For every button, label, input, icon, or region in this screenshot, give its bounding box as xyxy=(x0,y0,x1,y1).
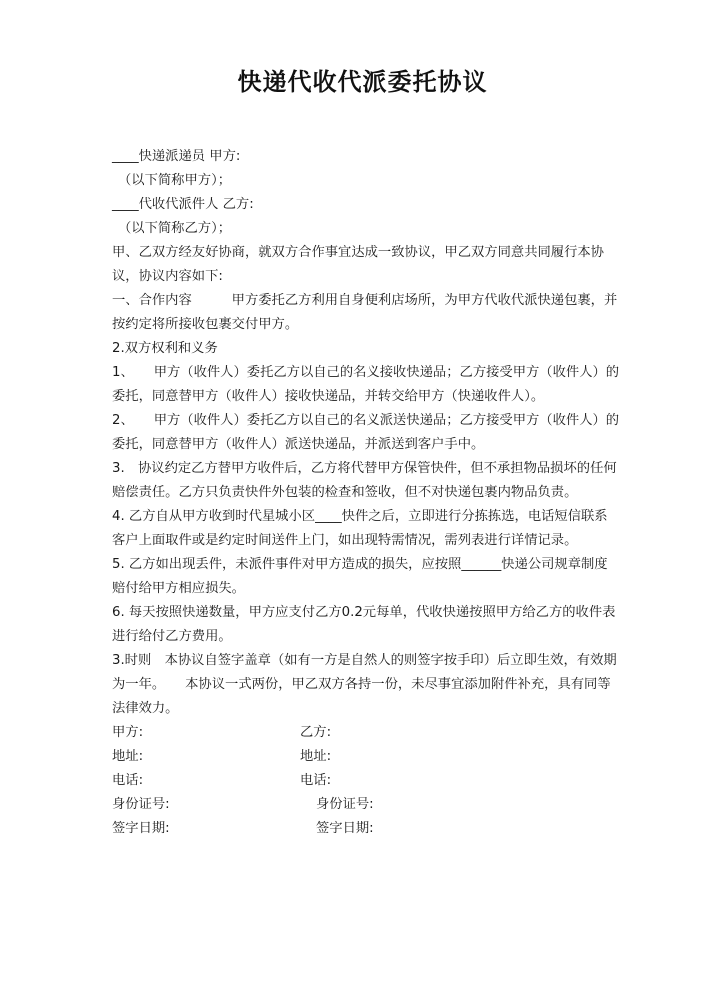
clause-1-paragraph: 1、 甲方（收件人）委托乙方以自己的名义接收快递品；乙方接受甲方（收件人）的委托，同意替甲方（收件人）接收快递品，并转交给甲方（快递收件人）。 xyxy=(112,365,620,404)
party-b-signature-label: 乙方: xyxy=(300,725,332,740)
party-b-id-label: 身份证号: xyxy=(316,797,374,812)
party-b-line: ____代收代派件人 乙方: xyxy=(112,197,254,212)
preamble-paragraph: 甲、乙双方经友好协商，就双方合作事宜达成一致协议，甲乙双方同意共同履行本协议，协议内容如下: xyxy=(112,245,604,284)
clause-4-paragraph: 4. 乙方自从甲方收到时代星城小区____快件之后，立即进行分拣拣选，电话短信联系客户上面取件或是约定时间送件上门，如出现特需情况，需列表进行详情记录。 xyxy=(112,509,608,548)
cooperation-content-paragraph: 一、合作内容 甲方委托乙方利用自身便利店场所，为甲方代收代派快递包裹，并按约定将所接收包裹交付甲方。 xyxy=(112,293,618,332)
party-a-line: ____快递派递员 甲方: xyxy=(112,149,241,164)
document-body xyxy=(112,145,620,841)
clause-6-paragraph: 6. 每天按照快递数量，甲方应支付乙方0.2元每单，代收快递按照甲方给乙方的收件表进行给付乙方费用。 xyxy=(112,605,616,644)
clause-5-paragraph: 5. 乙方如出现丢件，未派件事件对甲方造成的损失，应按照______快递公司规章制度赔付给甲方相应损失。 xyxy=(112,557,608,596)
party-a-date-label: 签字日期: xyxy=(112,821,170,836)
party-b-address-label: 地址: xyxy=(300,749,332,764)
document-title: 快递代收代派委托协议 xyxy=(237,67,488,96)
clause-2-paragraph: 2、 甲方（收件人）委托乙方以自己的名义派送快递品；乙方接受甲方（收件人）的委托，同意替甲方（收件人）派送快递品，并派送到客户手中。 xyxy=(112,413,620,452)
party-a-phone-label: 电话: xyxy=(112,773,144,788)
party-a-abbrev: （以下简称甲方）； xyxy=(118,173,232,188)
rights-obligations-heading: 2.双方权利和义务 xyxy=(112,341,218,356)
party-b-abbrev: （以下简称乙方）； xyxy=(118,221,232,236)
party-a-id-label: 身份证号: xyxy=(112,797,170,812)
party-b-phone-label: 电话: xyxy=(300,773,332,788)
signature-block xyxy=(112,721,620,841)
clause-3-paragraph: 3. 协议约定乙方替甲方收件后，乙方将代替甲方保管快件，但不承担物品损坏的任何赔偿责任。乙方只负责快件外包装的检查和签收，但不对快递包裹内物品负责。 xyxy=(112,461,617,500)
party-a-address-label: 地址: xyxy=(112,749,144,764)
effective-term-paragraph: 3.时则 本协议自签字盖章（如有一方是自然人的则签字按手印）后立即生效，有效期为一年。 本协议一式两份，甲乙双方各持一份，未尽事宜添加附件补充，具有同等法律效力。 xyxy=(112,653,617,716)
party-b-date-label: 签字日期: xyxy=(316,821,374,836)
party-a-signature-label: 甲方: xyxy=(112,725,144,740)
